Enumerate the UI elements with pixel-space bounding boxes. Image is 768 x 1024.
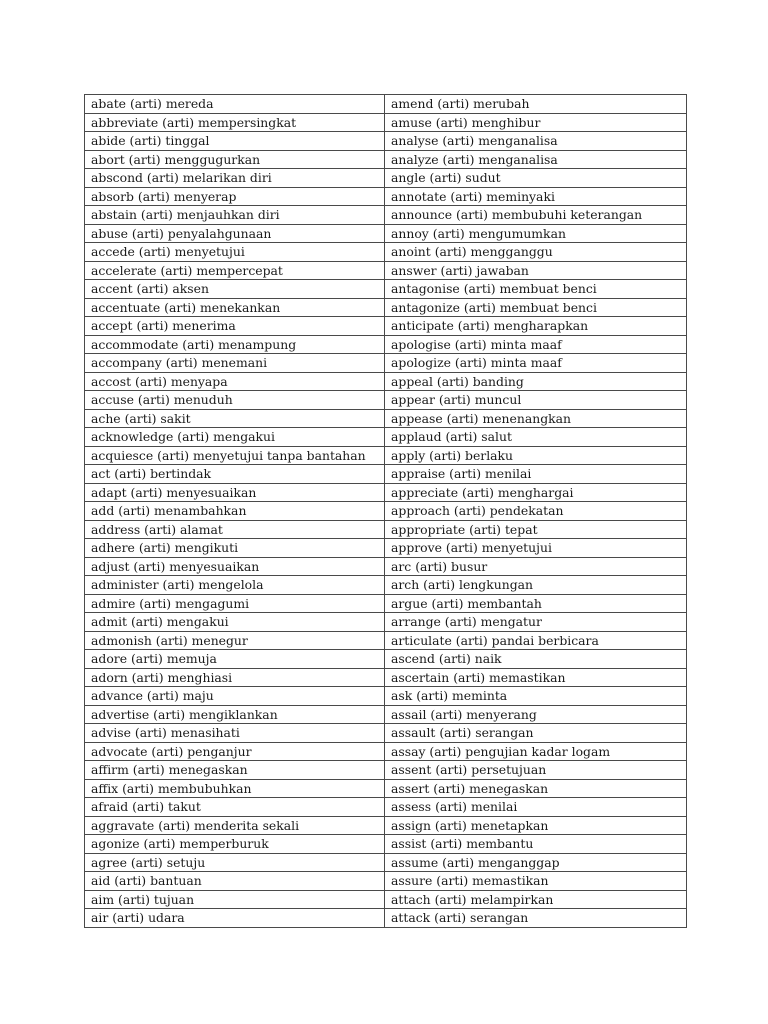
table-row [85,631,687,650]
left-column-entry: accent (arti) aksen [85,280,385,299]
table-row [85,594,687,613]
right-column-entry: anoint (arti) mengganggu [385,243,687,262]
right-column-entry: annoy (arti) mengumumkan [385,224,687,243]
table-row [85,742,687,761]
right-column-entry: approach (arti) pendekatan [385,502,687,521]
table-row [85,354,687,373]
left-column-entry: accept (arti) menerima [85,317,385,336]
left-column-entry: admonish (arti) menegur [85,631,385,650]
left-column-entry: affix (arti) membubuhkan [85,779,385,798]
left-column-entry: aim (arti) tujuan [85,890,385,909]
left-column-entry: abstain (arti) menjauhkan diri [85,206,385,225]
right-column-entry: assail (arti) menyerang [385,705,687,724]
table-row [85,853,687,872]
right-column-entry: attach (arti) melampirkan [385,890,687,909]
left-column-entry: air (arti) udara [85,909,385,928]
left-column-entry: accentuate (arti) menekankan [85,298,385,317]
table-row [85,261,687,280]
right-column-entry: angle (arti) sudut [385,169,687,188]
table-row [85,280,687,299]
right-column-entry: assume (arti) menganggap [385,853,687,872]
table-row [85,169,687,188]
left-column-entry: adhere (arti) mengikuti [85,539,385,558]
left-column-entry: affirm (arti) menegaskan [85,761,385,780]
left-column-entry: advise (arti) menasihati [85,724,385,743]
left-column-entry: add (arti) menambahkan [85,502,385,521]
right-column-entry: arc (arti) busur [385,557,687,576]
table-row [85,502,687,521]
left-column-entry: aggravate (arti) menderita sekali [85,816,385,835]
left-column-entry: abate (arti) mereda [85,95,385,114]
left-column-entry: acquiesce (arti) menyetujui tanpa bantahan [85,446,385,465]
table-row [85,520,687,539]
right-column-entry: attack (arti) serangan [385,909,687,928]
right-column-entry: appear (arti) muncul [385,391,687,410]
table-row [85,613,687,632]
left-column-entry: accommodate (arti) menampung [85,335,385,354]
right-column-entry: ascertain (arti) memastikan [385,668,687,687]
right-column-entry: arch (arti) lengkungan [385,576,687,595]
right-column-entry: arrange (arti) mengatur [385,613,687,632]
table-row [85,835,687,854]
right-column-entry: analyze (arti) menganalisa [385,150,687,169]
right-column-entry: applaud (arti) salut [385,428,687,447]
table-row [85,650,687,669]
left-column-entry: act (arti) bertindak [85,465,385,484]
table-row [85,206,687,225]
right-column-entry: antagonize (arti) membuat benci [385,298,687,317]
vocabulary-table [84,94,687,928]
table-row [85,243,687,262]
table-row [85,409,687,428]
table-row [85,705,687,724]
table-row [85,446,687,465]
right-column-entry: assure (arti) memastikan [385,872,687,891]
right-column-entry: assent (arti) persetujuan [385,761,687,780]
right-column-entry: appeal (arti) banding [385,372,687,391]
table-row [85,816,687,835]
left-column-entry: advertise (arti) mengiklankan [85,705,385,724]
table-row [85,483,687,502]
table-row [85,113,687,132]
table-row [85,668,687,687]
left-column-entry: abuse (arti) penyalahgunaan [85,224,385,243]
left-column-entry: abscond (arti) melarikan diri [85,169,385,188]
right-column-entry: assert (arti) menegaskan [385,779,687,798]
right-column-entry: assist (arti) membantu [385,835,687,854]
right-column-entry: approve (arti) menyetujui [385,539,687,558]
table-row [85,335,687,354]
left-column-entry: adorn (arti) menghiasi [85,668,385,687]
vocabulary-table-body [85,95,687,928]
table-row [85,890,687,909]
left-column-entry: abbreviate (arti) mempersingkat [85,113,385,132]
table-row [85,687,687,706]
right-column-entry: assess (arti) menilai [385,798,687,817]
right-column-entry: appraise (arti) menilai [385,465,687,484]
table-row [85,132,687,151]
left-column-entry: agree (arti) setuju [85,853,385,872]
left-column-entry: admit (arti) mengakui [85,613,385,632]
table-row [85,761,687,780]
right-column-entry: appease (arti) menenangkan [385,409,687,428]
right-column-entry: amend (arti) merubah [385,95,687,114]
left-column-entry: address (arti) alamat [85,520,385,539]
right-column-entry: answer (arti) jawaban [385,261,687,280]
left-column-entry: accompany (arti) menemani [85,354,385,373]
table-row [85,224,687,243]
right-column-entry: assign (arti) menetapkan [385,816,687,835]
left-column-entry: accuse (arti) menuduh [85,391,385,410]
table-row [85,539,687,558]
right-column-entry: announce (arti) membubuhi keterangan [385,206,687,225]
table-row [85,298,687,317]
table-row [85,150,687,169]
right-column-entry: argue (arti) membantah [385,594,687,613]
table-row [85,187,687,206]
right-column-entry: apologize (arti) minta maaf [385,354,687,373]
right-column-entry: articulate (arti) pandai berbicara [385,631,687,650]
table-row [85,576,687,595]
right-column-entry: ascend (arti) naik [385,650,687,669]
right-column-entry: assay (arti) pengujian kadar logam [385,742,687,761]
left-column-entry: abort (arti) menggugurkan [85,150,385,169]
left-column-entry: advocate (arti) penganjur [85,742,385,761]
right-column-entry: ask (arti) meminta [385,687,687,706]
left-column-entry: accede (arti) menyetujui [85,243,385,262]
table-row [85,724,687,743]
left-column-entry: acknowledge (arti) mengakui [85,428,385,447]
left-column-entry: advance (arti) maju [85,687,385,706]
right-column-entry: anticipate (arti) mengharapkan [385,317,687,336]
table-row [85,872,687,891]
table-row [85,391,687,410]
right-column-entry: appropriate (arti) tepat [385,520,687,539]
left-column-entry: accelerate (arti) mempercepat [85,261,385,280]
left-column-entry: absorb (arti) menyerap [85,187,385,206]
left-column-entry: administer (arti) mengelola [85,576,385,595]
table-row [85,372,687,391]
left-column-entry: agonize (arti) memperburuk [85,835,385,854]
table-row [85,779,687,798]
right-column-entry: assault (arti) serangan [385,724,687,743]
left-column-entry: adapt (arti) menyesuaikan [85,483,385,502]
left-column-entry: ache (arti) sakit [85,409,385,428]
left-column-entry: adjust (arti) menyesuaikan [85,557,385,576]
left-column-entry: admire (arti) mengagumi [85,594,385,613]
right-column-entry: apologise (arti) minta maaf [385,335,687,354]
table-row [85,909,687,928]
table-row [85,557,687,576]
table-row [85,95,687,114]
table-row [85,465,687,484]
right-column-entry: antagonise (arti) membuat benci [385,280,687,299]
right-column-entry: analyse (arti) menganalisa [385,132,687,151]
left-column-entry: abide (arti) tinggal [85,132,385,151]
right-column-entry: apply (arti) berlaku [385,446,687,465]
left-column-entry: accost (arti) menyapa [85,372,385,391]
right-column-entry: amuse (arti) menghibur [385,113,687,132]
table-row [85,317,687,336]
left-column-entry: afraid (arti) takut [85,798,385,817]
table-row [85,428,687,447]
left-column-entry: aid (arti) bantuan [85,872,385,891]
right-column-entry: appreciate (arti) menghargai [385,483,687,502]
table-row [85,798,687,817]
right-column-entry: annotate (arti) meminyaki [385,187,687,206]
left-column-entry: adore (arti) memuja [85,650,385,669]
